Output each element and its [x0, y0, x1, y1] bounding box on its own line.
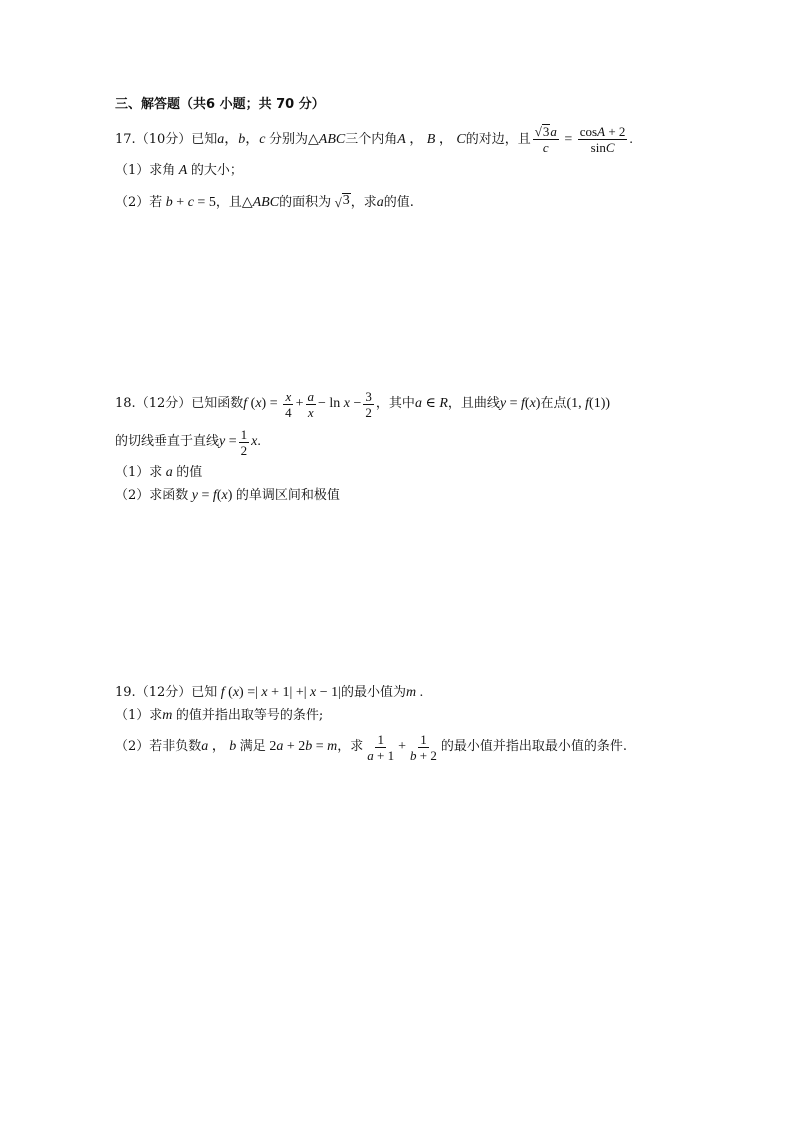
q18-line-eq: y = $\frac{1}{2}$ x .: [219, 426, 261, 458]
q17-part2-cond: b + c = 5: [165, 195, 216, 210]
q18-curve: y = f ( x ): [499, 396, 541, 411]
q17-triangle: △ ABC: [307, 131, 346, 147]
q18-text-d: 在点: [540, 396, 567, 411]
q17-number: 17.: [115, 131, 136, 147]
q19-part2-ask: ，求: [337, 739, 364, 754]
q19-text-b: 的最小值为: [340, 685, 406, 700]
q17-stem: [115, 124, 633, 155]
q18-stem: [115, 389, 610, 419]
q17-part1: [115, 161, 243, 181]
q17-score: （10分）: [135, 131, 192, 147]
q18-part1-var: a: [165, 465, 173, 480]
q18-line2-text: 的切线垂直于直线: [115, 434, 220, 449]
q17-part2-var: a: [376, 195, 384, 210]
q19-part2-vars: a ， b: [201, 739, 237, 754]
q19-stem: [115, 683, 423, 703]
q17-part1-text: 求角: [149, 163, 176, 178]
q19-function: f ( x ) =| x + 1| +| x − 1|: [220, 685, 341, 700]
q17-part2-sqrt3: √ 3: [334, 193, 350, 210]
q17-part2-area: 的面积为: [279, 195, 332, 210]
q19-part2-expr: $\frac{1}{a + 1}$ + $\frac{1}{b + 2}$: [367, 731, 437, 763]
q19-m-var: m .: [405, 685, 424, 700]
q17-part1-tail: 的大小；: [190, 163, 243, 178]
q17-angles: A ， B ， C: [397, 131, 466, 147]
q19-part1-tail: 的值并指出取等号的条件;: [175, 708, 324, 723]
q18-a-in-r: a ∈ R: [414, 396, 448, 411]
q17-abc-vars: a ， b ， c: [217, 131, 266, 147]
q17-text-d: 的对边，且: [465, 131, 531, 147]
q17-part2-triangle: △ ABC: [241, 195, 280, 210]
q18-part1-label: （1）: [115, 465, 150, 480]
q19-part1-var: m: [162, 708, 173, 723]
q18-text-a: 已知函数: [191, 396, 244, 411]
q18-line2: [115, 427, 261, 457]
q18-part2-label: （2）: [115, 488, 150, 503]
q18-point: (1, f (1)): [566, 396, 611, 411]
q18-part2: [115, 486, 340, 506]
q17-part1-label: （1）: [115, 163, 150, 178]
q19-part2: [115, 730, 627, 764]
q18-part2-text: 求函数: [149, 488, 189, 503]
q18-part1-tail: 的值: [176, 465, 203, 480]
q18-part2-func: y = f ( x ): [191, 488, 236, 503]
q17-part2-label: （2）: [115, 195, 150, 210]
q19-part1-text: 求: [149, 708, 163, 723]
q18-part1-text: 求: [149, 465, 163, 480]
q19-part2-tail: 的最小值并指出取最小值的条件.: [440, 739, 627, 754]
q18-number: 18.: [115, 396, 136, 411]
q17-part2-mid: ，且: [215, 195, 242, 210]
q19-part2-text: 若非负数: [149, 739, 202, 754]
q17-text-b: 分别为: [268, 131, 308, 147]
q18-part1: [115, 463, 202, 483]
q19-score: （12分）: [135, 685, 192, 700]
q19-part2-label: （2）: [115, 739, 150, 754]
q19-part2-cond: 2 a + 2 b = m: [265, 739, 338, 754]
q17-text-a: 已知: [191, 131, 218, 147]
q18-text-c: ，且曲线: [447, 396, 500, 411]
q18-score: （12分）: [135, 396, 192, 411]
q19-part1: [115, 706, 323, 726]
section-title: 三、解答题（共6 小题；共 70 分）: [115, 97, 325, 112]
q17-text-c: 三个内角: [345, 131, 398, 147]
q17-equation: √ 3 a c = $\frac{\cos A + 2}{\sin C}$ .: [534, 124, 633, 155]
q17-part2-text: 若: [149, 195, 163, 210]
q17-part2-ask: ，求: [350, 195, 377, 210]
q19-part2-mid: 满足: [239, 739, 266, 754]
q19-number: 19.: [115, 685, 136, 700]
q18-function: f ( x ) = $\frac{x}{4}$ + $\frac{a}{x}$ − ln x − $\frac{3}{2}$: [243, 388, 372, 420]
q19-text-a: 已知: [191, 685, 218, 700]
q19-part1-label: （1）: [115, 708, 150, 723]
q17-part2: [115, 193, 414, 213]
q17-frac-right: $\frac{\cos A + 2}{\sin C}$: [579, 124, 626, 155]
q18-part2-tail: 的单调区间和极值: [235, 488, 340, 503]
q17-part2-tail: 的值.: [383, 195, 414, 210]
q18-text-b: ，其中: [375, 396, 415, 411]
q17-frac-left: √ 3 a c: [534, 124, 557, 155]
q17-part1-var: A: [178, 163, 188, 178]
